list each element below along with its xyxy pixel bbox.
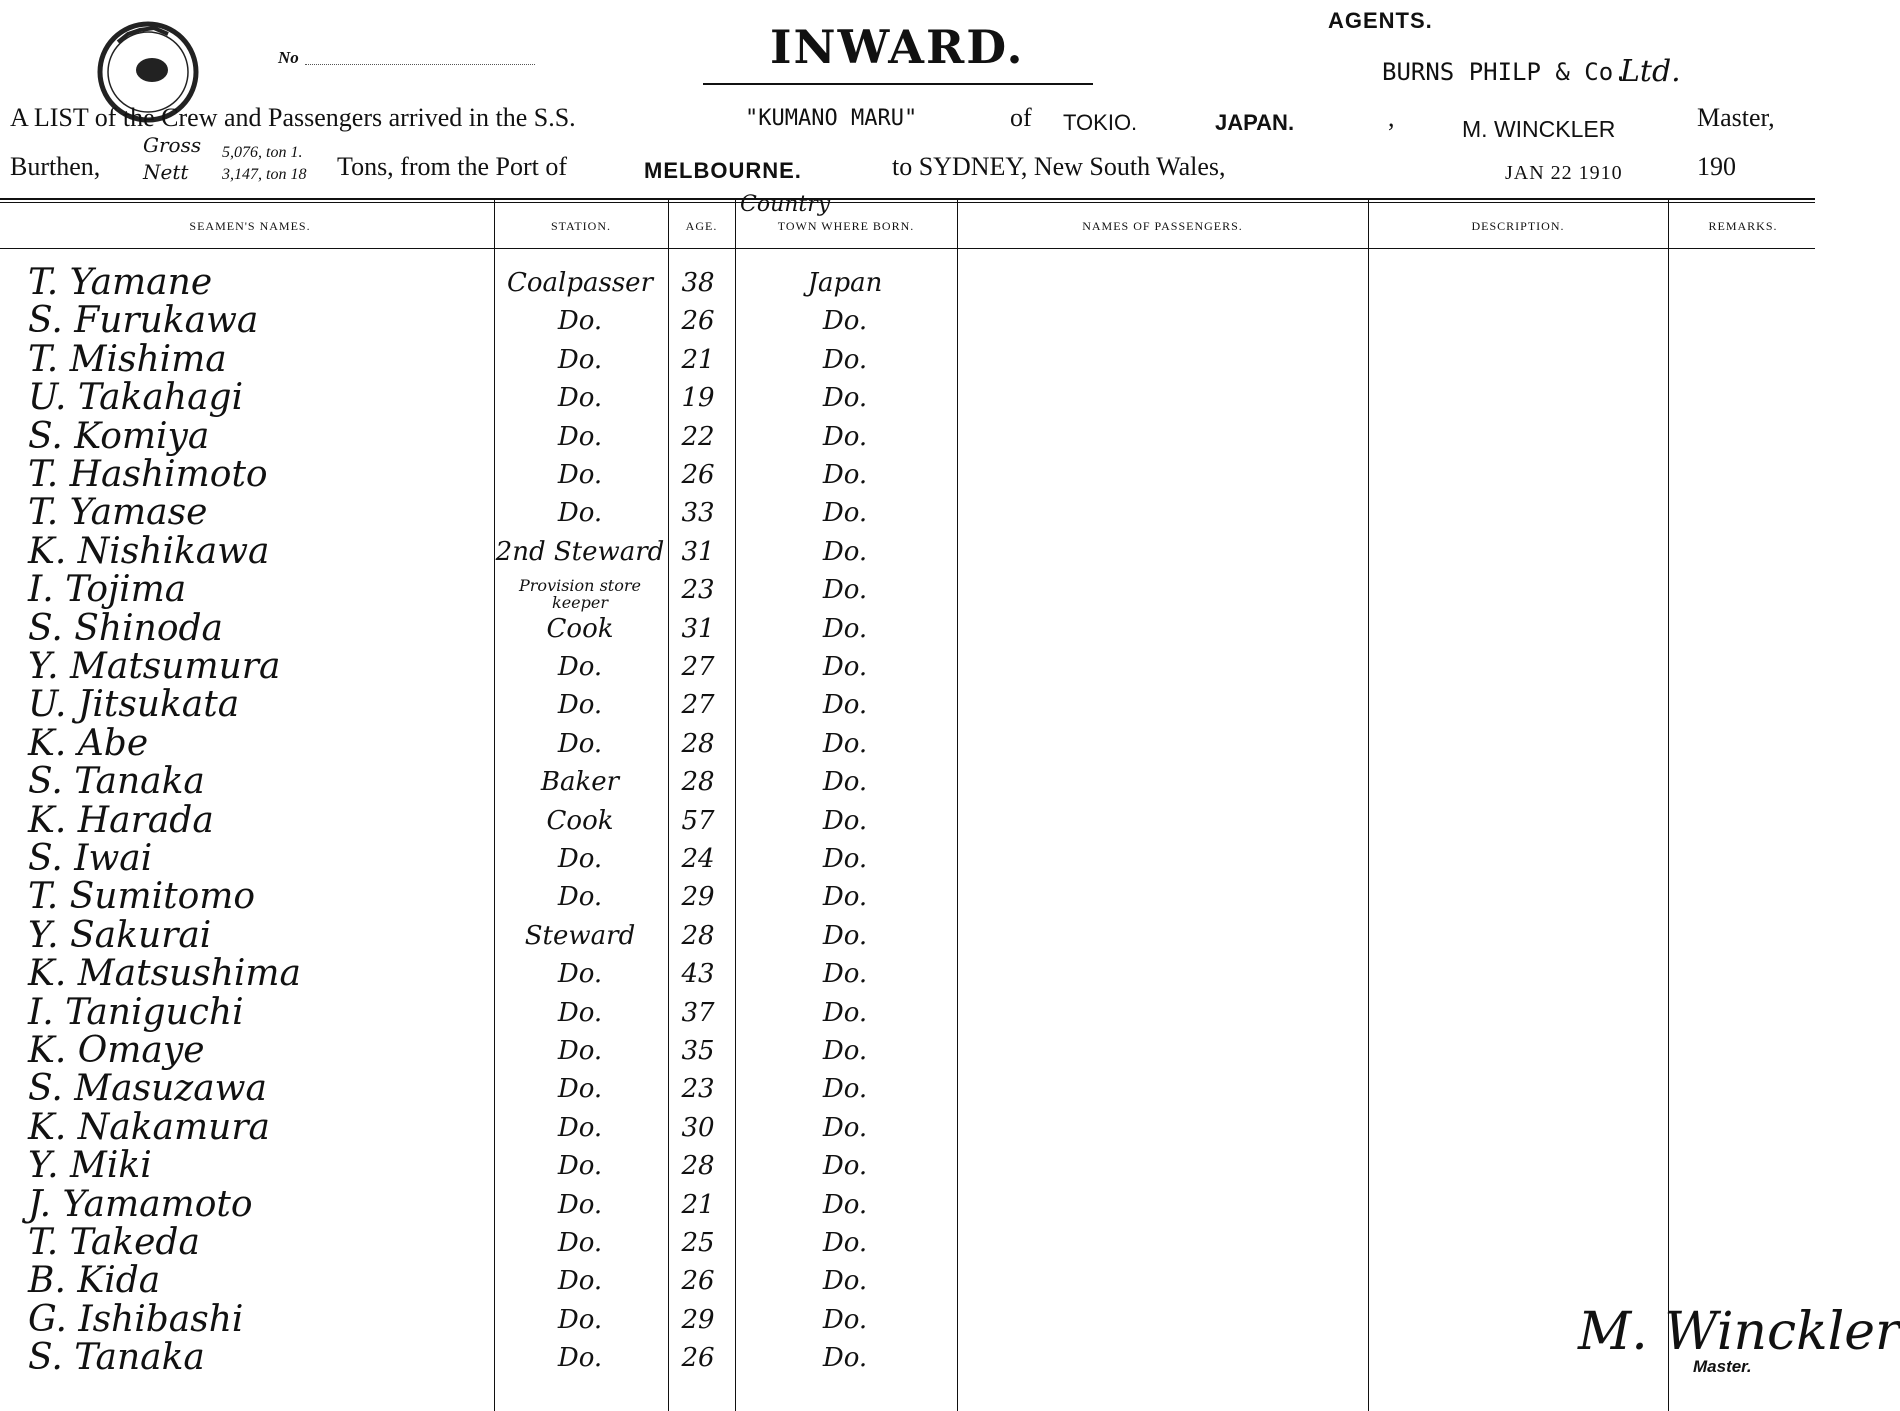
crew-station: Do. [557,383,603,414]
crew-name: K. Abe [28,722,149,764]
ship-port-country: JAPAN. [1215,110,1295,135]
crew-age: 26 [681,306,715,337]
crew-age: 23 [681,575,715,606]
title-underline [703,83,1093,85]
crew-age: 37 [681,997,715,1028]
column-header-age: AGE. [685,219,718,233]
crew-station: Do. [557,1228,603,1258]
crew-born: Do. [822,1112,868,1143]
master-signature-label: Master. [1693,1357,1752,1376]
crew-born: Japan [807,268,883,298]
crew-station: Provision store keeper [519,576,641,613]
number-field [305,64,535,65]
crew-born: Do. [822,767,868,798]
crew-station: Do. [557,1074,603,1105]
crew-name: K. Nishikawa [28,530,270,572]
crew-name: S. Masuzawa [28,1068,267,1110]
crew-station: Do. [557,460,603,490]
year-prefix: 190 [1697,152,1736,181]
crew-station: Do. [557,690,603,721]
crew-name: B. Kida [28,1260,161,1302]
crew-age: 29 [681,882,715,913]
crew-station: Cook [546,805,614,836]
crew-name: T. Yamase [28,492,208,534]
crew-born: Do. [822,498,868,529]
crew-station: Do. [557,344,603,375]
crew-name: T. Sumitomo [28,876,256,918]
table-top-rule-inner [0,202,1815,203]
nett-label: Nett [143,160,189,184]
list-heading-text: A LIST of the Crew and Passengers arrived in the S.S. [10,103,576,132]
crew-born: Do. [822,1304,868,1335]
agents-suffix: Ltd. [1620,54,1681,89]
crew-born: Do. [822,728,868,759]
crew-born: Do. [822,652,868,682]
master-name: M. WINCKLER [1462,116,1616,142]
crew-station: Do. [557,844,603,874]
crew-station: Do. [557,997,603,1028]
crew-born: Do. [822,805,868,836]
crew-age: 28 [681,767,715,798]
crew-name: T. Hashimoto [28,454,268,495]
tons-from-port-label: Tons, from the Port of [337,152,567,181]
crew-age: 28 [681,920,715,951]
crew-age: 24 [681,844,715,874]
of-label: of [1010,103,1032,132]
crew-age: 30 [681,1112,715,1143]
crew-born: Do. [822,613,868,644]
crew-station: Cook [546,613,614,644]
crew-born: Do. [822,344,868,375]
crew-age: 23 [681,1074,715,1105]
crew-born: Do. [822,575,868,606]
crew-name: U. Jitsukata [28,684,240,726]
page-title: INWARD. [770,20,1025,74]
crew-station: Do. [557,1304,603,1335]
destination-label: to SYDNEY, New South Wales, [892,152,1226,181]
crew-station: Do. [557,1151,603,1182]
number-label: No [278,48,299,67]
column-header-town-born: TOWN WHERE BORN. [777,219,915,233]
crew-age: 19 [681,383,715,414]
crew-name: K. Matsushima [28,953,302,995]
crew-age: 35 [681,1036,715,1066]
crew-born: Do. [822,1151,868,1182]
crew-station: 2nd Steward [495,536,665,567]
burthen-label: Burthen, [10,152,101,181]
crew-name: S. Furukawa [28,300,259,342]
crew-name: Y. Sakurai [28,914,212,956]
crew-station: Do. [557,421,603,452]
crew-station: Do. [557,1112,603,1143]
crew-born: Do. [822,306,868,337]
crew-name: T. Yamane [28,262,213,303]
column-header-description: DESCRIPTION. [1471,219,1565,233]
crew-age: 31 [681,536,715,567]
comma: , [1388,103,1395,132]
gross-tons: 5,076, ton 1. [222,144,303,161]
crew-age: 33 [681,498,715,529]
crew-name: T. Takeda [28,1222,200,1263]
ship-name: "KUMANO MARU" [745,106,918,131]
crew-born: Do. [822,1189,868,1220]
crew-name: S. Tanaka [28,761,205,803]
crew-born: Do. [822,1266,868,1297]
crew-age: 57 [681,805,715,836]
crew-name: I. Taniguchi [28,991,244,1033]
gross-label: Gross [143,133,202,157]
crew-born: Do. [822,959,868,990]
table-top-rule [0,198,1815,200]
crew-born: Do. [822,997,868,1028]
crew-age: 38 [681,268,715,298]
column-divider [1668,198,1669,1411]
crew-name: Y. Matsumura [28,646,281,687]
table-row [0,1337,960,1381]
crew-name: I. Tojima [28,569,187,611]
column-header-seamen-names: SEAMEN'S NAMES. [189,219,311,233]
crew-born: Do. [822,920,868,951]
crew-name: S. Tanaka [28,1337,205,1379]
crew-born: Do. [822,1343,868,1374]
crew-age: 27 [681,652,715,682]
crew-age: 28 [681,728,715,759]
crew-name: J. Yamamoto [28,1183,253,1225]
crew-born: Do. [822,690,868,721]
crew-born: Do. [822,383,868,414]
column-header-station: STATION. [550,219,612,233]
from-port: MELBOURNE. [644,158,802,183]
nett-tons: 3,147, ton 18 [222,166,307,183]
crew-born: Do. [822,1036,868,1066]
crew-born: Do. [822,1074,868,1105]
master-signature: M. Winckler [1578,1302,1900,1362]
crew-age: 21 [681,344,715,375]
crew-age: 22 [681,421,715,452]
crew-age: 31 [681,613,715,644]
crew-age: 21 [681,1189,715,1220]
crew-age: 26 [681,1343,715,1374]
crew-station: Do. [557,882,603,913]
agents-name: BURNS PHILP & Co. [1382,58,1628,86]
crew-name: S. Komiya [28,415,210,457]
crew-name: K. Omaye [28,1030,205,1071]
crew-age: 27 [681,690,715,721]
crew-station: Steward [524,920,636,951]
crew-station: Do. [557,1266,603,1297]
column-header-remarks: REMARKS. [1708,219,1778,233]
crew-station: Do. [557,306,603,337]
column-header-passengers: NAMES OF PASSENGERS. [1082,219,1243,233]
crew-born: Do. [822,882,868,913]
table-header-rule [0,248,1815,249]
ship-port-city: TOKIO. [1063,110,1138,135]
crew-station: Do. [557,959,603,990]
crew-born: Do. [822,460,868,490]
master-label: Master, [1697,103,1775,132]
crew-station: Baker [540,767,620,798]
crew-name: K. Nakamura [28,1106,271,1148]
column-header-country-handwritten: Country [740,192,831,217]
crew-station: Do. [557,1036,603,1066]
crew-name: S. Shinoda [28,607,223,649]
crew-age: 43 [681,959,715,990]
crew-station: Do. [557,652,603,682]
crew-name: K. Harada [28,799,214,841]
crew-born: Do. [822,536,868,567]
crew-name: G. Ishibashi [28,1298,244,1340]
crew-born: Do. [822,421,868,452]
crew-age: 26 [681,460,715,490]
crew-age: 28 [681,1151,715,1182]
crew-born: Do. [822,844,868,874]
crew-born: Do. [822,1228,868,1258]
crew-station: Do. [557,498,603,529]
crew-station: Do. [557,1189,603,1220]
crew-name: Y. Miki [28,1145,152,1187]
agents-label: AGENTS. [1328,8,1433,33]
date-stamp: JAN 22 1910 [1505,162,1623,184]
crew-age: 25 [681,1228,715,1258]
crew-station: Do. [557,1343,603,1374]
crew-name: S. Iwai [28,838,153,879]
crew-station: Coalpasser [506,268,653,298]
crew-name: T. Mishima [28,338,227,380]
crew-station: Do. [557,728,603,759]
crew-age: 26 [681,1266,715,1297]
crew-name: U. Takahagi [28,377,244,419]
crew-age: 29 [681,1304,715,1335]
column-divider [1368,198,1369,1411]
